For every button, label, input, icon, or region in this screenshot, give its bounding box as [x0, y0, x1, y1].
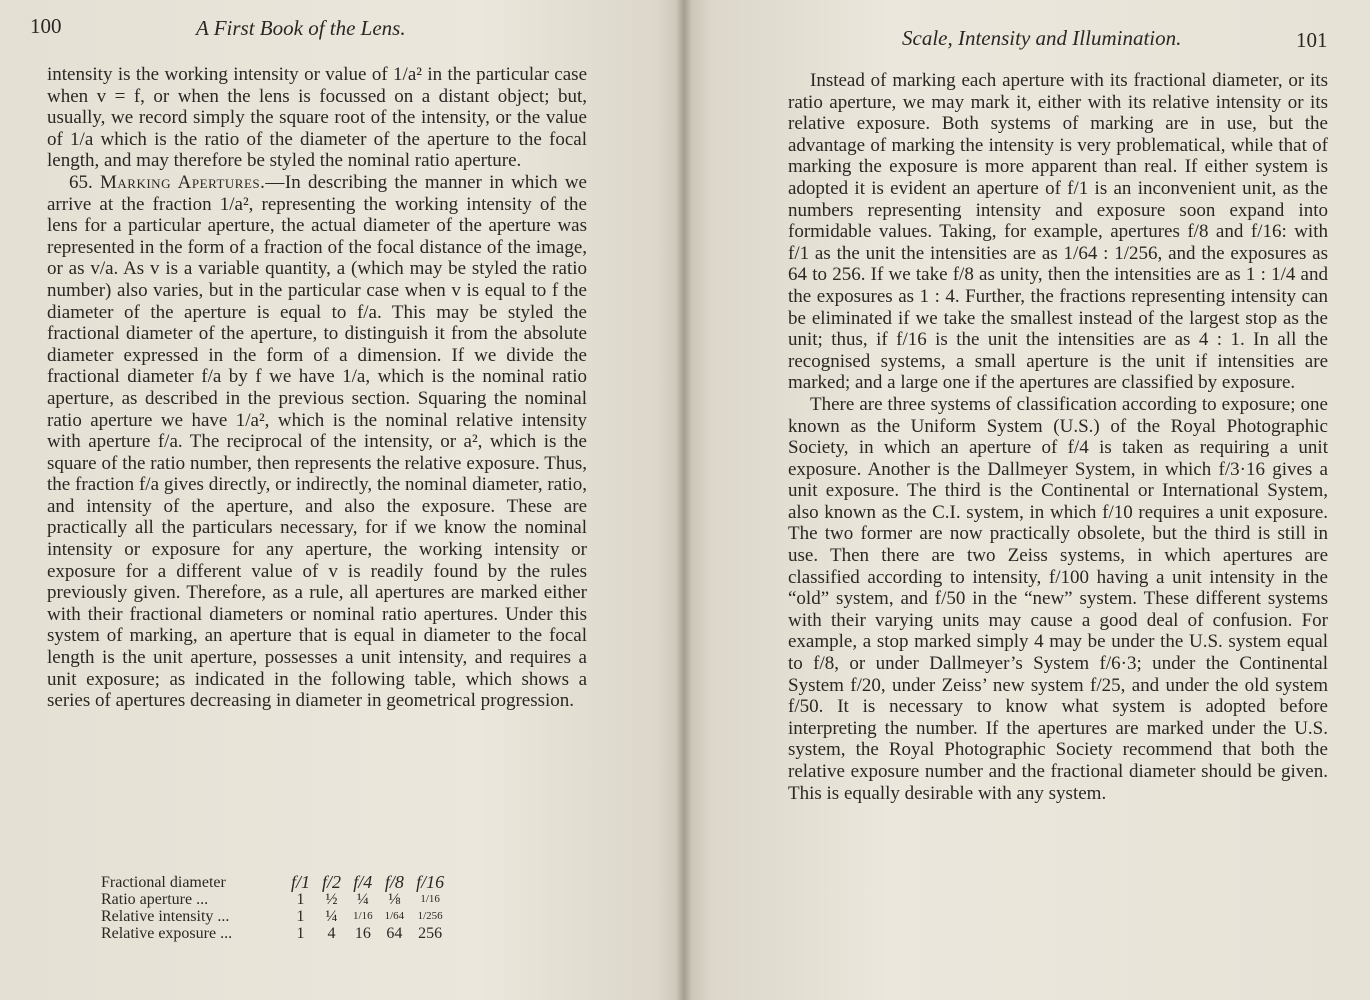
right-page [684, 0, 1370, 1000]
table-cell: ½ [325, 891, 338, 908]
row-label: Relative intensity ... [101, 908, 230, 925]
paragraph: There are three systems of classification according to exposure; one known as the Uniform System (U.S.) of the Royal Photographic Society, in which an aperture of f/4 is taken as requiring a unit exposure. Another is the Dallmeyer System, in which f/3·16 gives a unit exposure. The third is the Continental or International System, also known as the C.I. system, in which f/10 requires a unit exposure. The two former are now practically obsolete, but the third is still in use. Then there are two Zeiss systems, in which apertures are classified according to intensity, f/100 having a unit intensity in the “old” system, and f/50 in the “new” system. These different systems with their varying units may cause a good deal of confusion. For example, a stop marked simply 4 may be under the U.S. system equal to f/8, or under Dallmeyer’s System f/6·3; under the Continental System f/20, under Zeiss’ new system f/25, and under the old system f/50. It is necessary to know what system is adopted before interpreting the number. If the apertures are marked under the U.S. system, the Royal Photographic Society recommend that both the relative exposure number and the fractional diameter should be given. This is equally desirable with any system. [788, 393, 1328, 804]
column-header: f/1 [291, 872, 311, 892]
table-cell: 1/256 [417, 910, 443, 922]
table-cell: 1/16 [420, 893, 440, 905]
table-cell: 1 [296, 908, 305, 925]
table-cell: ¼ [325, 908, 338, 925]
table-cell: 1/16 [353, 910, 373, 922]
table-row [101, 874, 450, 891]
running-title-right: Scale, Intensity and Illumination. [902, 26, 1182, 50]
section-heading: Marking Apertures.— [100, 171, 285, 193]
table-cell: 256 [418, 925, 443, 942]
table-row [101, 925, 450, 942]
table-row [101, 908, 450, 925]
page-number-left: 100 [30, 14, 62, 38]
column-header: f/16 [416, 872, 445, 892]
table-cell: ¼ [356, 891, 369, 908]
row-label: Relative exposure ... [101, 925, 233, 942]
table-cell: 4 [327, 925, 336, 942]
paragraph: Instead of marking each aperture with its fractional diameter, or its ratio aperture, we may mark it, either with its relative intensity or its relative exposure. Both systems of marking are in use, but the advantage of marking the intensity is very problematical, while that of marking the exposure is more apparent than real. If either system is adopted it is evident an aperture of f/1 is an inconvenient unit, as the numbers representing intensity and exposure soon expand into formidable values. Taking, for example, apertures f/8 and f/16: with f/1 as the unit the intensities are as 1/64 : 1/256, and the exposures as 64 to 256. If we take f/8 as unity, then the intensities are as 1 : 1/4 and the exposures as 1 : 4. Further, the fractions representing intensity can be eliminated if we take the smallest instead of the largest stop as the unit; thus, if f/16 is the unit the intensities are as 4 : 1. In all the recognised systems, a small aperture is the unit if intensities are marked; and a large one if the apertures are classified by exposure. [788, 70, 1328, 394]
table-cell: 16 [354, 925, 371, 942]
column-header: f/8 [384, 872, 404, 892]
book-gutter [676, 0, 692, 1000]
section-number: 65. [69, 171, 93, 193]
row-label: Fractional diameter [101, 874, 226, 891]
table-cell: 1/64 [384, 910, 405, 922]
paragraph-text: In describing the manner in which we arrive at the fraction 1/a², representing the working intensity of the lens for a particular aperture, the actual diameter of the aperture was represented in the form of a fraction of the focal distance of the image, or as v/a. As v is a variable quantity, a (which may be styled the ratio number) also varies, but in the particular case when v is equal to f the diameter of the aperture is equal to f/a. This may be styled the fractional diameter of the aperture, to distinguish it from the absolute diameter expressed in the form of a dimension. If we divide the fractional diameter f/a by f we have 1/a, which is the nominal ratio aperture, as described in the previous section. Squaring the nominal ratio aperture we have 1/a², which is the nominal relative intensity with aperture f/a. The reciprocal of the intensity, or a², which is the square of the ratio number, then represents the relative exposure. Thus, the fraction f/a gives directly, or indirectly, the nominal diameter, ratio, and intensity of the aperture, and also the exposure. These are practically all the particulars necessary, for if we know the nominal intensity or exposure for any aperture, the working intensity or exposure for a different value of v is readily found by the rules previously given. Therefore, as a rule, all apertures are marked either with their fractional diameters or nominal ratio apertures. Under this system of marking, an aperture that is equal in diameter to the focal length is the unit aperture, possesses a unit intensity, and requires a unit exposure; as indicated in the following table, which shows a series of apertures decreasing in diameter in geometrical progression. [47, 171, 587, 712]
paragraph: intensity is the working intensity or value of 1/a² in the particular case when v = f, or when the lens is focussed on a distant object; but, usually, we record simply the square root of the intensity, or the value of 1/a which is the ratio of the diameter of the aperture to the focal length, and may therefore be styled the nominal ratio aperture. [47, 64, 587, 172]
table-row [101, 891, 450, 908]
table-cell: 1 [296, 925, 305, 942]
left-body-text [47, 64, 587, 712]
column-header: f/4 [353, 872, 373, 892]
table-cell: ⅛ [388, 891, 401, 908]
row-label: Ratio aperture ... [101, 891, 209, 908]
paragraph-section-65 [47, 172, 587, 712]
table-cell: 1 [296, 891, 305, 908]
left-page [0, 0, 684, 1000]
running-title-left: A First Book of the Lens. [196, 16, 406, 40]
aperture-table [101, 874, 450, 942]
page-number-right: 101 [1296, 28, 1328, 52]
column-header: f/2 [322, 872, 342, 892]
table-cell: 64 [386, 925, 403, 942]
right-body-text [788, 70, 1328, 804]
